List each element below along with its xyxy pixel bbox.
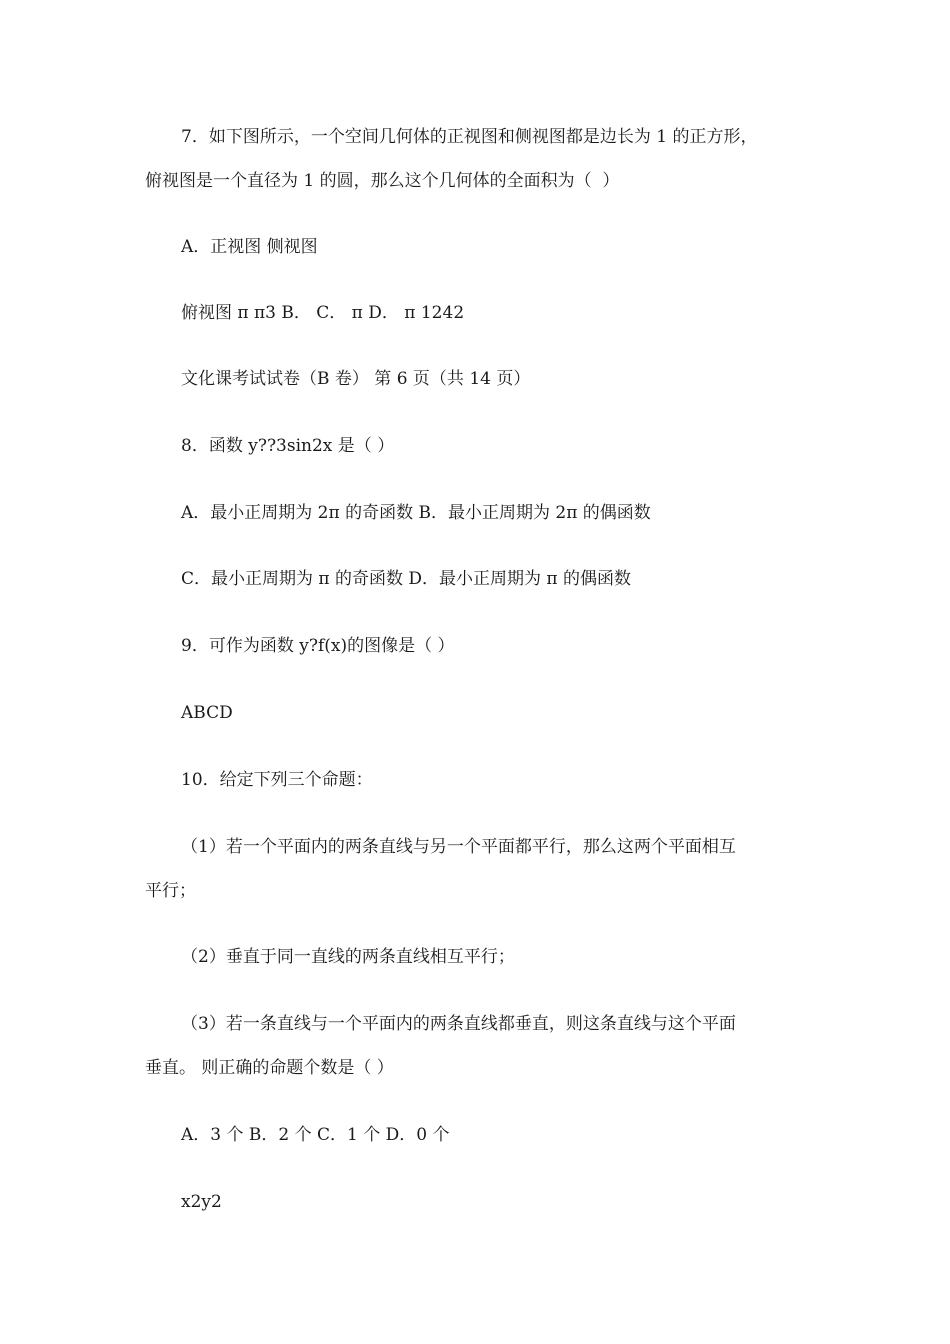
page-footer-text: 文化课考试试卷（B 卷） 第 6 页（共 14 页） — [181, 369, 531, 389]
question-8-stem: 8．函数 y??3sin2x 是（ ） — [181, 436, 395, 456]
question-9-stem: 9．可作为函数 y?f(x)的图像是（ ） — [181, 636, 455, 656]
question-11-fragment: x2y2 — [181, 1192, 222, 1212]
proposition-3-line-1: （3）若一条直线与一个平面内的两条直线都垂直，则这条直线与这个平面 — [181, 1014, 736, 1034]
question-8-options-cd: C．最小正周期为 π 的奇函数 D．最小正周期为 π 的偶函数 — [181, 569, 632, 589]
proposition-1-line-1: （1）若一个平面内的两条直线与另一个平面都平行，那么这两个平面相互 — [181, 837, 736, 857]
question-9-options: ABCD — [181, 703, 233, 723]
question-7-line-2: 俯视图是一个直径为 1 的圆，那么这个几何体的全面积为（ ） — [145, 171, 620, 191]
question-8-options-ab: A．最小正周期为 2π 的奇函数 B．最小正周期为 2π 的偶函数 — [181, 503, 651, 523]
question-10-stem: 10．给定下列三个命题： — [181, 770, 373, 790]
proposition-1-line-2: 平行； — [145, 881, 196, 901]
question-7-options-a: A．正视图 侧视图 — [181, 237, 318, 257]
question-10-options: A．3 个 B．2 个 C．1 个 D．0 个 — [181, 1125, 450, 1145]
question-7-line-1: 7．如下图所示，一个空间几何体的正视图和侧视图都是边长为 1 的正方形， — [181, 127, 758, 147]
proposition-3-line-2: 垂直。 则正确的命题个数是（ ） — [145, 1058, 394, 1078]
question-7-options-bcd: 俯视图 π π3 B． C． π D． π 1242 — [181, 303, 465, 323]
proposition-2: （2）垂直于同一直线的两条直线相互平行； — [181, 947, 515, 967]
